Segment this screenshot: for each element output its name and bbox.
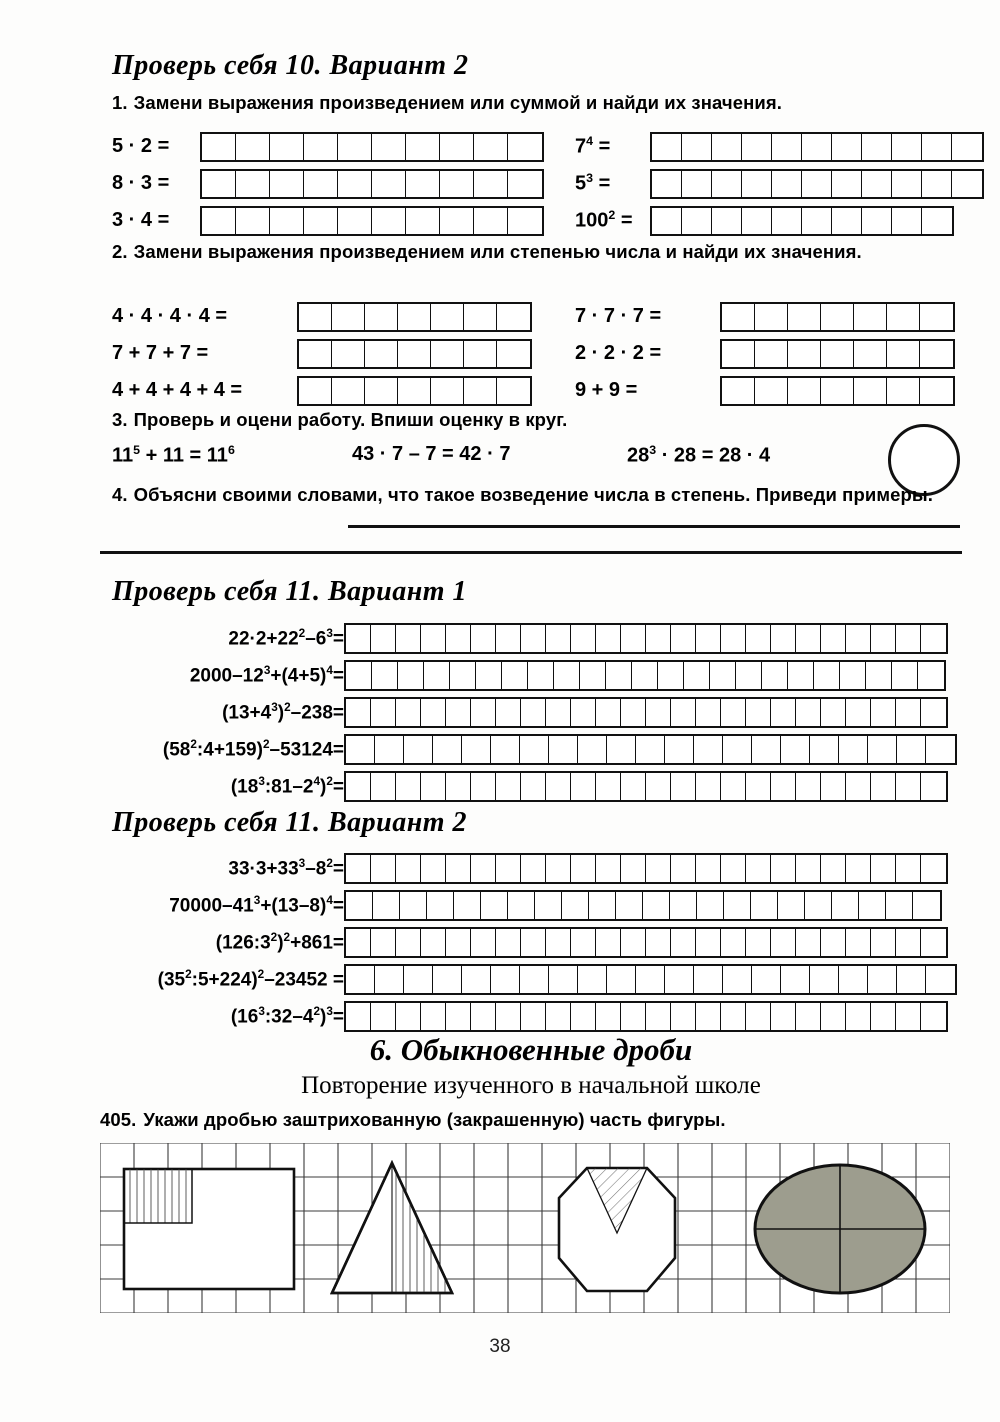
figure-rectangle [124,1169,294,1289]
chapter-subtitle: Повторение изученного в начальной школе [301,1072,761,1099]
expression-label: 4 · 4 · 4 · 4 = [112,305,228,327]
answer-boxes[interactable] [344,890,942,921]
task-2-left-column [112,298,532,409]
exercise-405-text: Укажи дробью заштрихованную (закрашенную) часть фигуры. [143,1109,726,1130]
expression-row [112,961,957,998]
expression-row [112,165,544,202]
task-4-prompt [112,483,967,507]
expression-label: $(126:3^2)^2+861=$ [215,930,344,954]
expression-row [112,694,957,731]
expression-row [575,165,984,202]
page-number: 38 [489,1336,511,1357]
expression-row [112,924,957,961]
expression-row [112,887,957,924]
expression-label: 9 + 9 = [575,379,638,401]
answer-boxes[interactable] [344,1001,948,1032]
task-2-number: 2. [112,241,128,262]
expression-row [575,298,955,335]
expression-label: $(18^3:81-2^4)^2=$ [230,774,344,798]
exercise-405-prompt [100,1108,970,1132]
expression-label: 2 · 2 · 2 = [575,342,662,364]
answer-boxes[interactable] [344,734,957,765]
expression-label: $(16^3:32-4^2)^3=$ [230,1004,344,1028]
answer-boxes[interactable] [344,927,948,958]
expression-label: 4 + 4 + 4 + 4 = [112,379,243,401]
section-heading-proveri-sebya-11-v1: Проверь себя 11. Вариант 1 [112,576,468,607]
expression-label: $(58^2:4+159)^2-53124=$ [162,737,344,761]
expression-label: $33\cdot 3+33^3-8^2=$ [228,856,344,880]
figures-grid-panel [100,1143,950,1313]
figure-ellipse [755,1165,925,1293]
chapter-title: 6. Обыкновенные дроби [369,1032,693,1067]
task-3-example: $11^5 + 11 = 11^6$ [112,443,235,467]
answer-boxes[interactable] [344,697,948,728]
expression-row [112,657,957,694]
figures-svg [100,1143,950,1313]
expression-row [112,298,532,335]
answer-boxes[interactable] [650,132,984,162]
section-b-rows [112,620,957,805]
answer-boxes[interactable] [344,623,948,654]
task-2-prompt [112,240,962,264]
task-1-left-column [112,128,544,239]
expression-label: 3 · 4 = [112,209,170,231]
section-heading-proveri-sebya-10: Проверь себя 10. Вариант 2 [112,50,469,81]
expression-row [575,335,955,372]
task-1-prompt [112,91,962,115]
expression-row [112,372,532,409]
task-2-text: Замени выражения произведением или степенью числа и найди их значения. [133,241,862,262]
answer-boxes[interactable] [297,339,532,369]
section-c-rows [112,850,957,1035]
answer-boxes[interactable] [720,339,955,369]
expression-row [112,768,957,805]
expression-label: $7^4$ = [575,134,611,158]
answer-boxes[interactable] [200,206,544,236]
task-4-number: 4. [112,484,128,505]
answer-boxes[interactable] [344,660,946,691]
answer-boxes[interactable] [650,206,954,236]
task-1-right-column [575,128,984,239]
task-1-number: 1. [112,92,128,113]
answer-boxes[interactable] [720,302,955,332]
figure-triangle [332,1161,454,1295]
expression-label: 8 · 3 = [112,172,170,194]
task-2-right-column [575,298,955,409]
expression-label: $70000-41^3+(13-8)^4=$ [169,893,344,917]
task-1-text: Замени выражения произведением или суммой и найди их значения. [133,92,783,113]
task-3-example: 43 · 7 – 7 = 42 · 7 [352,443,511,465]
task-4-answer-line[interactable] [348,525,960,528]
expression-row [112,335,532,372]
answer-boxes[interactable] [200,132,544,162]
expression-row [112,202,544,239]
task-3-text: Проверь и оцени работу. Впиши оценку в круг. [133,409,568,430]
answer-boxes[interactable] [650,169,984,199]
expression-row [575,372,955,409]
answer-boxes[interactable] [720,376,955,406]
task-3-prompt [112,408,567,432]
expression-row [112,620,957,657]
expression-label: $22\cdot 2+22^2-6^3=$ [228,626,344,650]
answer-boxes[interactable] [344,771,948,802]
answer-boxes[interactable] [297,302,532,332]
expression-label: $(35^2:5+224)^2-23452$ = [157,967,344,991]
expression-row [575,128,984,165]
expression-label: 5 · 2 = [112,135,170,157]
expression-label: 7 + 7 + 7 = [112,342,209,364]
expression-label: $5^3$ = [575,171,611,195]
expression-row [575,202,984,239]
answer-boxes[interactable] [297,376,532,406]
expression-label: 7 · 7 · 7 = [575,305,662,327]
expression-label: $100^2$ = [575,208,633,232]
expression-row [112,128,544,165]
expression-label: $(13+4^3)^2-238=$ [222,700,344,724]
expression-row [112,850,957,887]
task-3-number: 3. [112,409,128,430]
answer-boxes[interactable] [344,964,957,995]
answer-boxes[interactable] [344,853,948,884]
expression-row [112,731,957,768]
task-3-example: $28^3 \cdot 28 = 28 \cdot 4$ [627,443,771,467]
expression-label: $2000-12^3+(4+5)^4=$ [189,663,344,687]
section-divider [100,551,962,554]
section-heading-proveri-sebya-11-v2: Проверь себя 11. Вариант 2 [112,807,468,838]
exercise-405-number: 405. [100,1109,137,1130]
expression-row [112,998,957,1035]
task-4-text: Объясни своими словами, что такое возведение числа в степень. Приведи примеры. [133,484,934,505]
answer-boxes[interactable] [200,169,544,199]
figure-octagon [559,1168,675,1291]
